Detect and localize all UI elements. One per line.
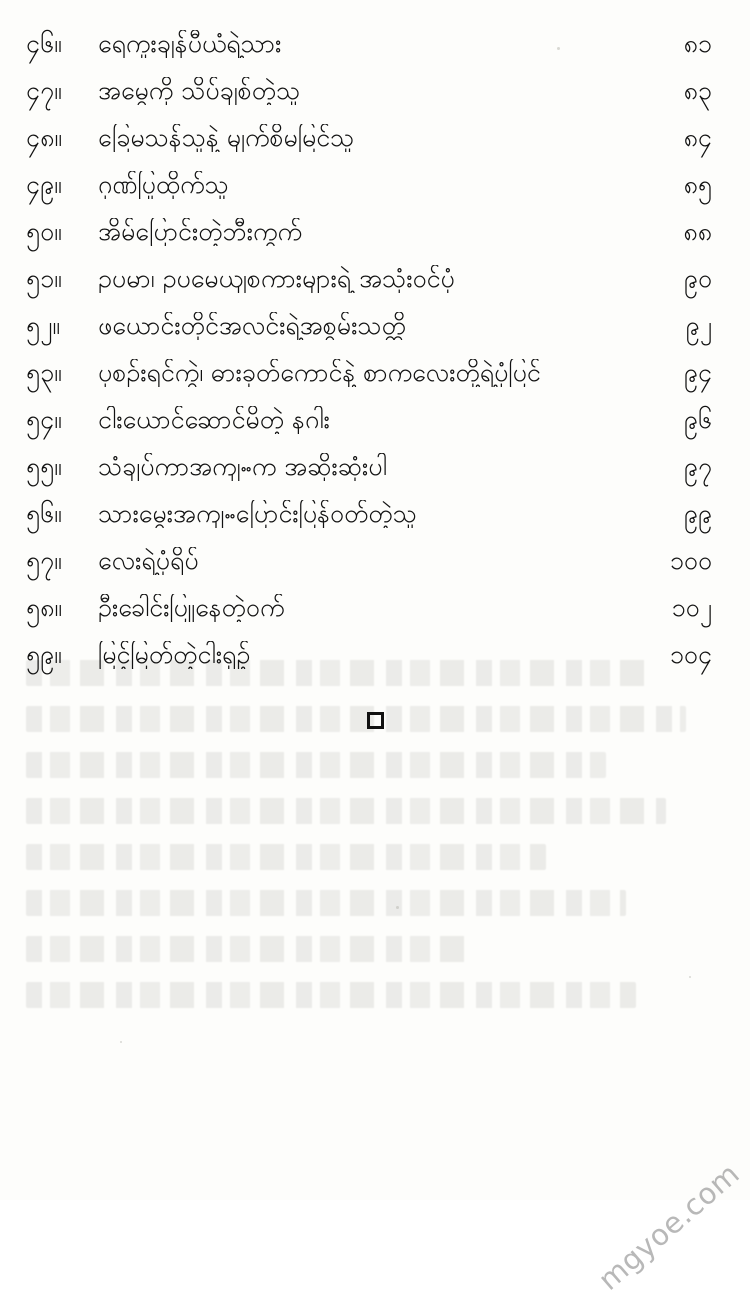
entry-page-number: ၈၁ — [683, 29, 712, 58]
entry-title: သားမွေးအကျႌပြောင်းပြန်ဝတ်တဲ့သူ — [98, 500, 417, 528]
entry-title: မြင့်မြတ်တဲ့ငါးရှဉ့် — [98, 641, 251, 669]
toc-entry[interactable] — [0, 312, 750, 359]
entry-title: ပုစဉ်းရင်ကွဲ၊ ဓားခုတ်ကောင်နဲ့ စာကလေးတို့ရဲ့ပုံပြင် — [98, 359, 541, 387]
entry-title: ငါးယောင်ဆောင်မိတဲ့ နဂါး — [98, 406, 330, 434]
entry-number: ၅၃။ — [26, 358, 62, 387]
watermark: mgyoe.com — [591, 1156, 746, 1297]
entry-title: အမွေကို သိပ်ချစ်တဲ့သူ — [98, 77, 301, 105]
entry-page-number: ၉၆ — [683, 405, 712, 434]
entry-title: ခြေမသန်သူနဲ့ မျက်စိမမြင်သူ — [98, 124, 355, 152]
toc-entry[interactable] — [0, 359, 750, 406]
entry-page-number: ၉၀ — [683, 264, 712, 293]
entry-number: ၅၂။ — [26, 311, 60, 340]
entry-page-number: ၁၀၂ — [671, 593, 712, 622]
entry-number: ၅၉။ — [26, 640, 62, 669]
entry-number: ၅၁။ — [26, 264, 62, 293]
square-endmark-icon — [367, 712, 384, 729]
toc-entry[interactable] — [0, 77, 750, 124]
entry-title: သံချပ်ကာအကျႌက အဆိုးဆုံးပါ — [98, 453, 387, 481]
scan-speckle — [396, 906, 399, 909]
entry-number: ၄၆။ — [26, 29, 62, 58]
entry-page-number: ၁၀၀ — [669, 546, 712, 575]
entry-page-number: ၉၂ — [685, 311, 712, 340]
toc-entry[interactable] — [0, 406, 750, 453]
entry-page-number: ၁၀၄ — [669, 640, 712, 669]
entry-number: ၅၈။ — [26, 593, 62, 622]
toc-entry[interactable] — [0, 453, 750, 500]
toc-entry[interactable] — [0, 171, 750, 218]
toc-entry[interactable] — [0, 265, 750, 312]
entry-number: ၅၇။ — [26, 546, 62, 575]
entry-title: ရေကူးချန်ပီယံရဲ့သား — [98, 30, 282, 58]
entry-number: ၅၅။ — [26, 452, 62, 481]
entry-title: ဦးခေါင်းပြူနေတဲ့ဝက် — [98, 594, 285, 622]
entry-title: ဖယောင်းတိုင်အလင်းရဲ့အစွမ်းသတ္တိ — [98, 312, 406, 340]
entry-title: ဥပမာ၊ ဥပမေယျစကားများရဲ့ အသုံးဝင်ပုံ — [98, 265, 455, 293]
paper-bleed-through — [0, 660, 750, 1200]
scan-speckle — [689, 976, 691, 978]
toc-entry[interactable] — [0, 124, 750, 171]
entry-number: ၄၈။ — [26, 123, 62, 152]
entry-page-number: ၉၇ — [683, 452, 712, 481]
scan-speckle — [120, 1041, 122, 1043]
toc-entry[interactable] — [0, 547, 750, 594]
entry-page-number: ၈၃ — [683, 76, 712, 105]
toc-entry[interactable] — [0, 641, 750, 688]
entry-number: ၄၇။ — [26, 76, 62, 105]
entry-page-number: ၉၄ — [683, 358, 712, 387]
entry-page-number: ၈၄ — [683, 123, 712, 152]
table-of-contents — [0, 30, 750, 688]
toc-entry[interactable] — [0, 30, 750, 77]
entry-number: ၅၆။ — [26, 499, 62, 528]
toc-entry[interactable] — [0, 500, 750, 547]
toc-entry[interactable] — [0, 594, 750, 641]
scan-speckle — [557, 47, 560, 50]
entry-page-number: ၉၉ — [683, 499, 712, 528]
entry-title: လေးရဲ့ပုံရိပ် — [98, 547, 199, 575]
toc-entry[interactable] — [0, 218, 750, 265]
entry-number: ၅၄။ — [26, 405, 62, 434]
entry-title: အိမ်ပြောင်းတဲ့ဘီးကွက် — [98, 218, 302, 246]
end-of-section-mark — [0, 712, 750, 733]
entry-number: ၅၀။ — [26, 217, 62, 246]
entry-number: ၄၉။ — [26, 170, 62, 199]
entry-title: ဂုဏ်ပြုထိုက်သူ — [98, 171, 229, 199]
entry-page-number: ၈၅ — [683, 170, 712, 199]
entry-page-number: ၈၈ — [683, 217, 712, 246]
